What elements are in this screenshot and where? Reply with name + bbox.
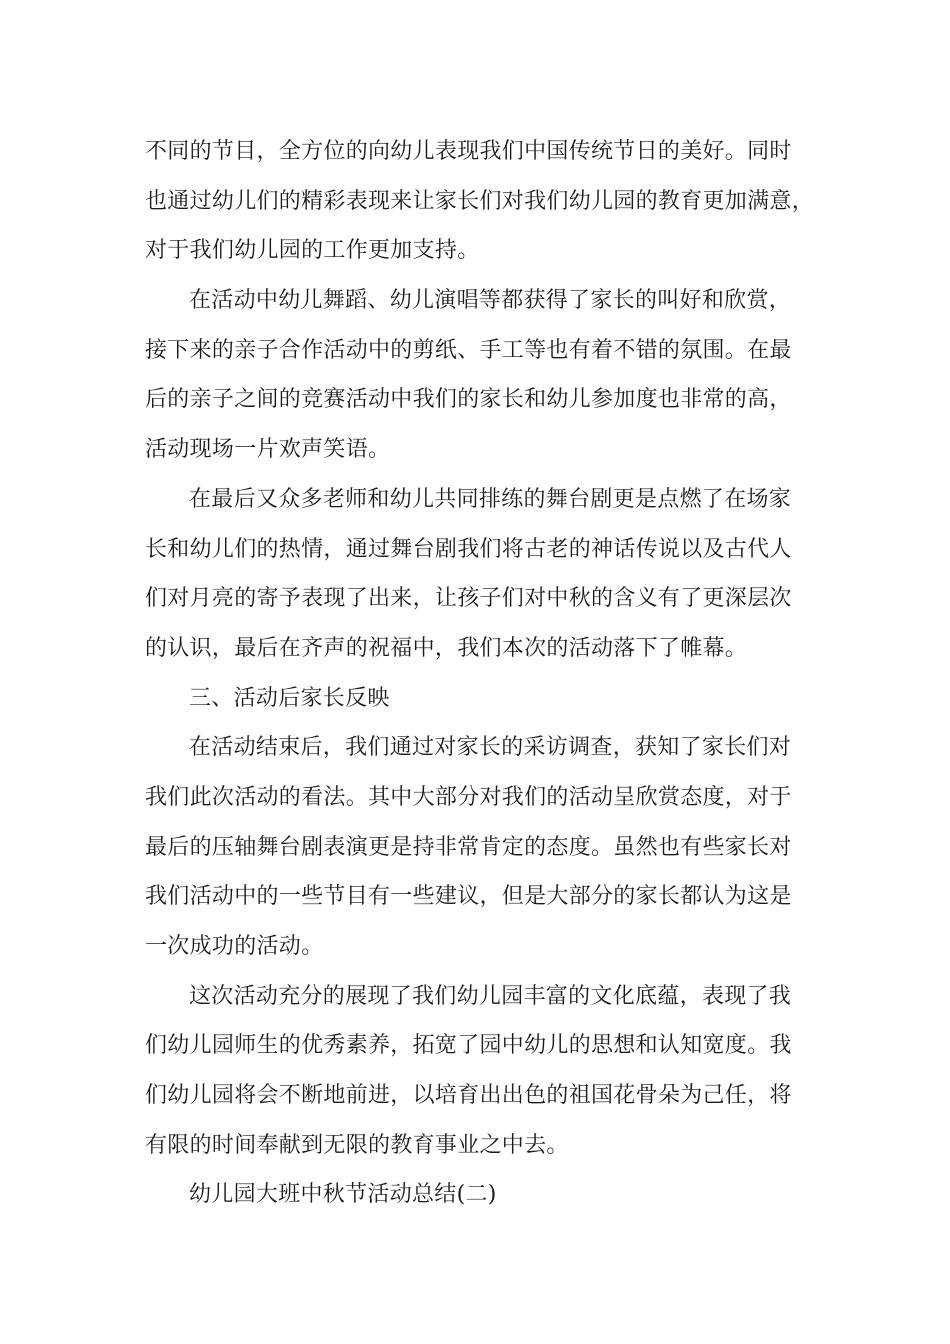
paragraph-start-line: 在活动中幼儿舞蹈、幼儿演唱等都获得了家长的叫好和欣赏， [189, 288, 792, 313]
subtitle-heading: 幼儿园大班中秋节活动总结(二) [189, 1182, 497, 1207]
text-line: 也通过幼儿们的精彩表现来让家长们对我们幼儿园的教育更加满意， [145, 189, 815, 214]
paragraph-start-line: 在活动结束后，我们通过对家长的采访调查，获知了家长们对 [189, 735, 792, 760]
text-line: 后的亲子之间的竞赛活动中我们的家长和幼儿参加度也非常的高， [145, 387, 792, 412]
text-line: 们幼儿园师生的优秀素养，拓宽了园中幼儿的思想和认知宽度。我 [145, 1033, 792, 1058]
text-line: 接下来的亲子合作活动中的剪纸、手工等也有着不错的氛围。在最 [145, 338, 792, 363]
section-heading: 三、活动后家长反映 [189, 686, 390, 711]
text-line: 不同的节目，全方位的向幼儿表现我们中国传统节日的美好。同时 [145, 139, 792, 164]
text-line: 活动现场一片欢声笑语。 [145, 437, 391, 462]
text-line: 我们此次活动的看法。其中大部分对我们的活动呈欣赏态度，对于 [145, 785, 792, 810]
text-line: 对于我们幼儿园的工作更加支持。 [145, 238, 480, 263]
text-line: 们对月亮的寄予表现了出来，让孩子们对中秋的含义有了更深层次 [145, 586, 792, 611]
text-line: 的认识，最后在齐声的祝福中，我们本次的活动落下了帷幕。 [145, 636, 748, 661]
text-line: 们幼儿园将会不断地前进，以培育出出色的祖国花骨朵为己任，将 [145, 1083, 792, 1108]
text-line: 我们活动中的一些节目有一些建议，但是大部分的家长都认为这是 [145, 884, 792, 909]
paragraph-start-line: 这次活动充分的展现了我们幼儿园丰富的文化底蕴，表现了我 [189, 984, 792, 1009]
paragraph-start-line: 在最后又众多老师和幼儿共同排练的舞台剧更是点燃了在场家 [189, 487, 792, 512]
text-line: 长和幼儿们的热情，通过舞台剧我们将古老的神话传说以及古代人 [145, 537, 792, 562]
text-line: 一次成功的活动。 [145, 934, 324, 959]
text-line: 有限的时间奉献到无限的教育事业之中去。 [145, 1133, 569, 1158]
text-line: 最后的压轴舞台剧表演更是持非常肯定的态度。虽然也有些家长对 [145, 835, 792, 860]
